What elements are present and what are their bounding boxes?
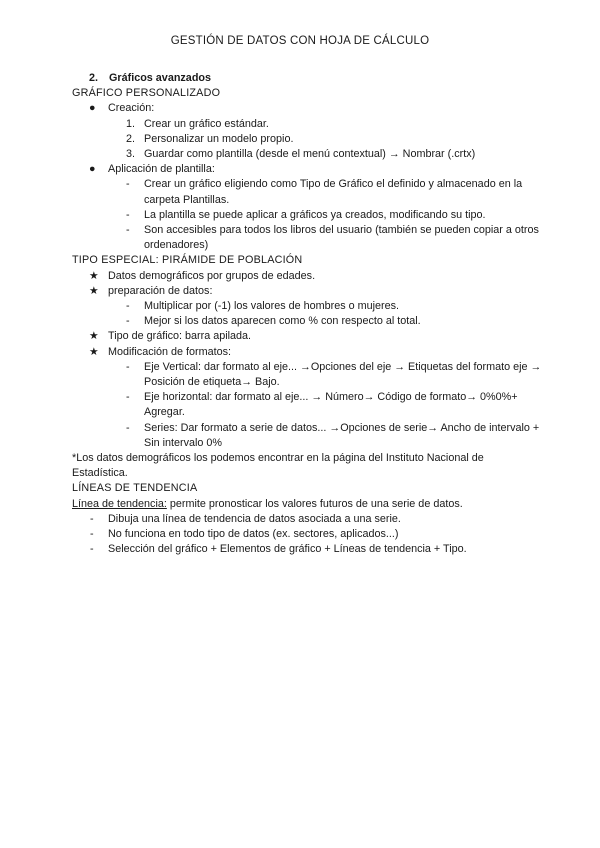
list-item: - Mejor si los datos aparecen como % con respecto al total. — [126, 315, 421, 328]
list-item: - Son accesibles para todos los libros del usuario (también se pueden copiar a otros ordenadores) — [126, 224, 539, 252]
document-body — [72, 71, 542, 558]
list-item: ★ Datos demográficos por grupos de edades. — [72, 269, 542, 284]
bullet-dot-icon: ● — [89, 102, 96, 115]
trendlines-title: LÍNEAS DE TENDENCIA — [72, 482, 198, 495]
footnote: *Los datos demográficos los podemos encontrar en la página del Instituto Nacional de Estadística. — [72, 452, 484, 480]
trendline-definition: Línea de tendencia: permite pronosticar los valores futuros de una serie de datos. — [72, 497, 463, 510]
list-item: - No funciona en todo tipo de datos (ex. sectores, aplicados...) — [90, 528, 399, 541]
list-item: ● Creación: — [72, 101, 542, 116]
section-heading: 2. Gráficos avanzados — [89, 72, 212, 84]
bullet-dot-icon: ● — [89, 163, 96, 176]
bullet-star-icon: ★ — [89, 345, 99, 358]
list-item: - Selección del gráfico + Elementos de gráfico + Líneas de tendencia + Tipo. — [90, 543, 467, 556]
list-item: - Multiplicar por (-1) los valores de hombres o mujeres. — [126, 300, 400, 313]
list-item: - La plantilla se puede aplicar a gráficos ya creados, modificando su tipo. — [126, 208, 486, 221]
list-item: ★ Modificación de formatos: — [72, 345, 542, 360]
document-title: GESTIÓN DE DATOS CON HOJA DE CÁLCULO — [170, 35, 430, 47]
bullet-star-icon: ★ — [89, 269, 99, 282]
list-item: 3. Guardar como plantilla (desde el menú contextual) → Nombrar (.crtx) — [126, 148, 476, 161]
list-item: - Eje horizontal: dar formato al eje... → Número→ Código de formato→ 0%0%+ Agregar. — [126, 391, 518, 419]
custom-chart-title: GRÁFICO PERSONALIZADO — [72, 87, 221, 100]
list-item: ★ preparación de datos: — [72, 284, 542, 299]
bullet-star-icon: ★ — [89, 330, 99, 343]
list-item: ★ Tipo de gráfico: barra apilada. — [72, 329, 542, 344]
list-item: - Series: Dar formato a serie de datos... →Opciones de serie→ Ancho de intervalo + Sin intervalo 0% — [126, 421, 540, 449]
list-item: 1. Crear un gráfico estándar. — [126, 117, 269, 130]
list-item: - Dibuja una línea de tendencia de datos asociada a una serie. — [90, 512, 401, 525]
list-item: - Crear un gráfico eligiendo como Tipo de Gráfico el definido y almacenado en la carpeta Plantillas. — [126, 178, 523, 206]
definition-term: Línea de tendencia: — [72, 497, 167, 510]
bullet-star-icon: ★ — [89, 284, 99, 297]
list-item: - Eje Vertical: dar formato al eje... →Opciones del eje → Etiquetas del formato eje → Posición de etiqueta→ Bajo. — [126, 360, 542, 389]
list-item: ● Aplicación de plantilla: — [72, 162, 542, 177]
pyramid-title: TIPO ESPECIAL: PIRÁMIDE DE POBLACIÓN — [72, 254, 303, 267]
list-item: 2. Personalizar un modelo propio. — [126, 132, 294, 145]
